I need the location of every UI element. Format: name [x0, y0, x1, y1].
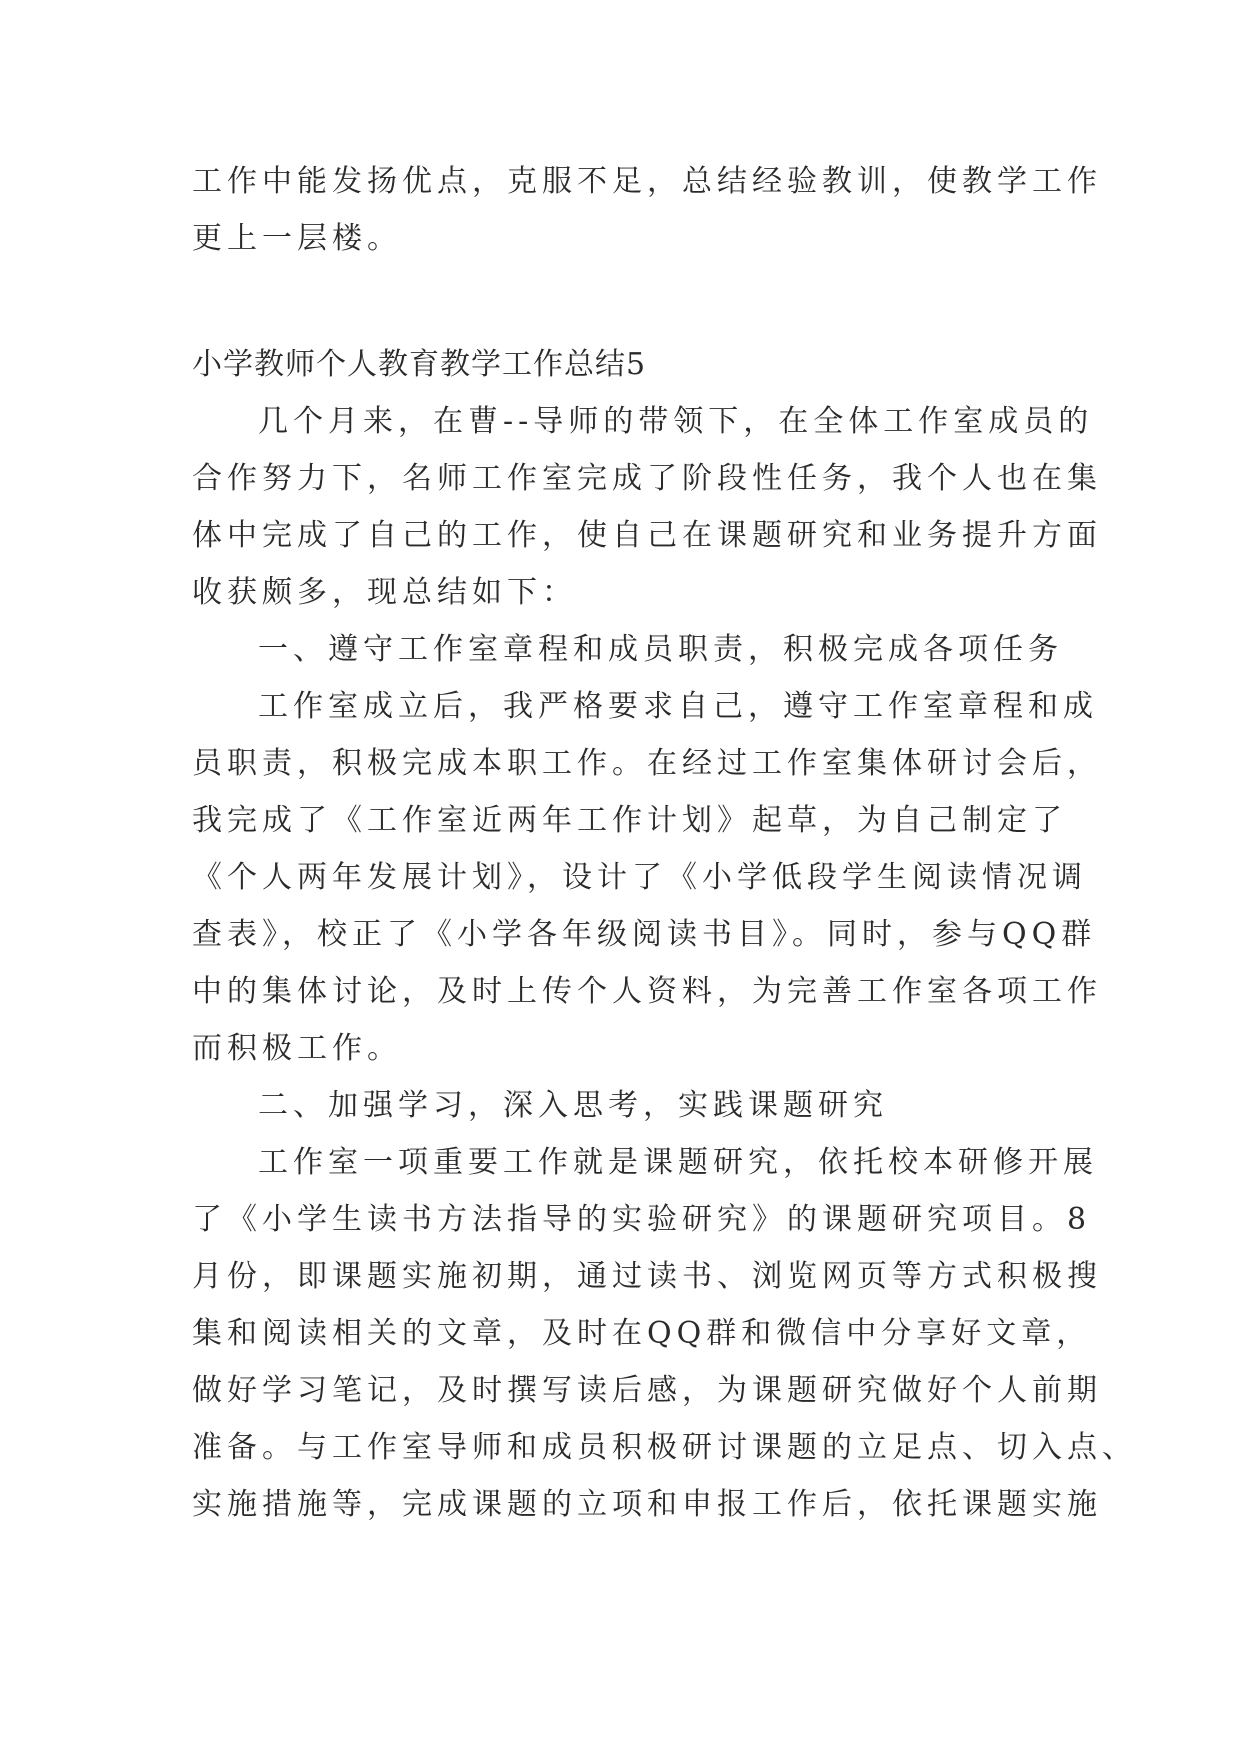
paragraph-first-line: 工作室成立后，我严格要求自己，遵守工作室章程和成: [258, 689, 1098, 724]
text-line: 员职责，积极完成本职工作。在经过工作室集体研讨会后，: [192, 746, 1102, 781]
text-line: 收获颇多，现总结如下：: [192, 575, 577, 610]
subheading: 一、遵守工作室章程和成员职责，积极完成各项任务: [258, 632, 1063, 667]
paragraph-first-line: 几个月来，在曹--导师的带领下，在全体工作室成员的: [258, 404, 1094, 439]
text-line: 我完成了《工作室近两年工作计划》起草，为自己制定了: [192, 803, 1067, 838]
text-line: 而积极工作。: [192, 1031, 402, 1066]
text-line: 集和阅读相关的文章，及时在QQ群和微信中分享好文章，: [192, 1316, 1092, 1351]
paragraph-first-line: 工作室一项重要工作就是课题研究，依托校本研修开展: [258, 1145, 1098, 1180]
text-line: 准备。与工作室导师和成员积极研讨课题的立足点、切入点、: [192, 1430, 1137, 1465]
section-title: 小学教师个人教育教学工作总结5: [192, 347, 647, 382]
text-line: 《个人两年发展计划》，设计了《小学低段学生阅读情况调: [192, 860, 1087, 895]
text-line: 更上一层楼。: [192, 221, 402, 256]
text-line: 了《小学生读书方法指导的实验研究》的课题研究项目。8: [192, 1202, 1092, 1237]
subheading: 二、加强学习，深入思考，实践课题研究: [258, 1088, 888, 1123]
text-line: 中的集体讨论，及时上传个人资料，为完善工作室各项工作: [192, 974, 1102, 1009]
text-line: 做好学习笔记，及时撰写读后感，为课题研究做好个人前期: [192, 1373, 1102, 1408]
text-line: 月份，即课题实施初期，通过读书、浏览网页等方式积极搜: [192, 1259, 1102, 1294]
text-line: 工作中能发扬优点，克服不足，总结经验教训，使教学工作: [192, 164, 1102, 199]
text-line: 实施措施等，完成课题的立项和申报工作后，依托课题实施: [192, 1487, 1102, 1522]
text-line: 体中完成了自己的工作，使自己在课题研究和业务提升方面: [192, 518, 1102, 553]
text-line: 查表》，校正了《小学各年级阅读书目》。同时，参与QQ群: [192, 917, 1097, 952]
text-line: 合作努力下，名师工作室完成了阶段性任务，我个人也在集: [192, 461, 1102, 496]
